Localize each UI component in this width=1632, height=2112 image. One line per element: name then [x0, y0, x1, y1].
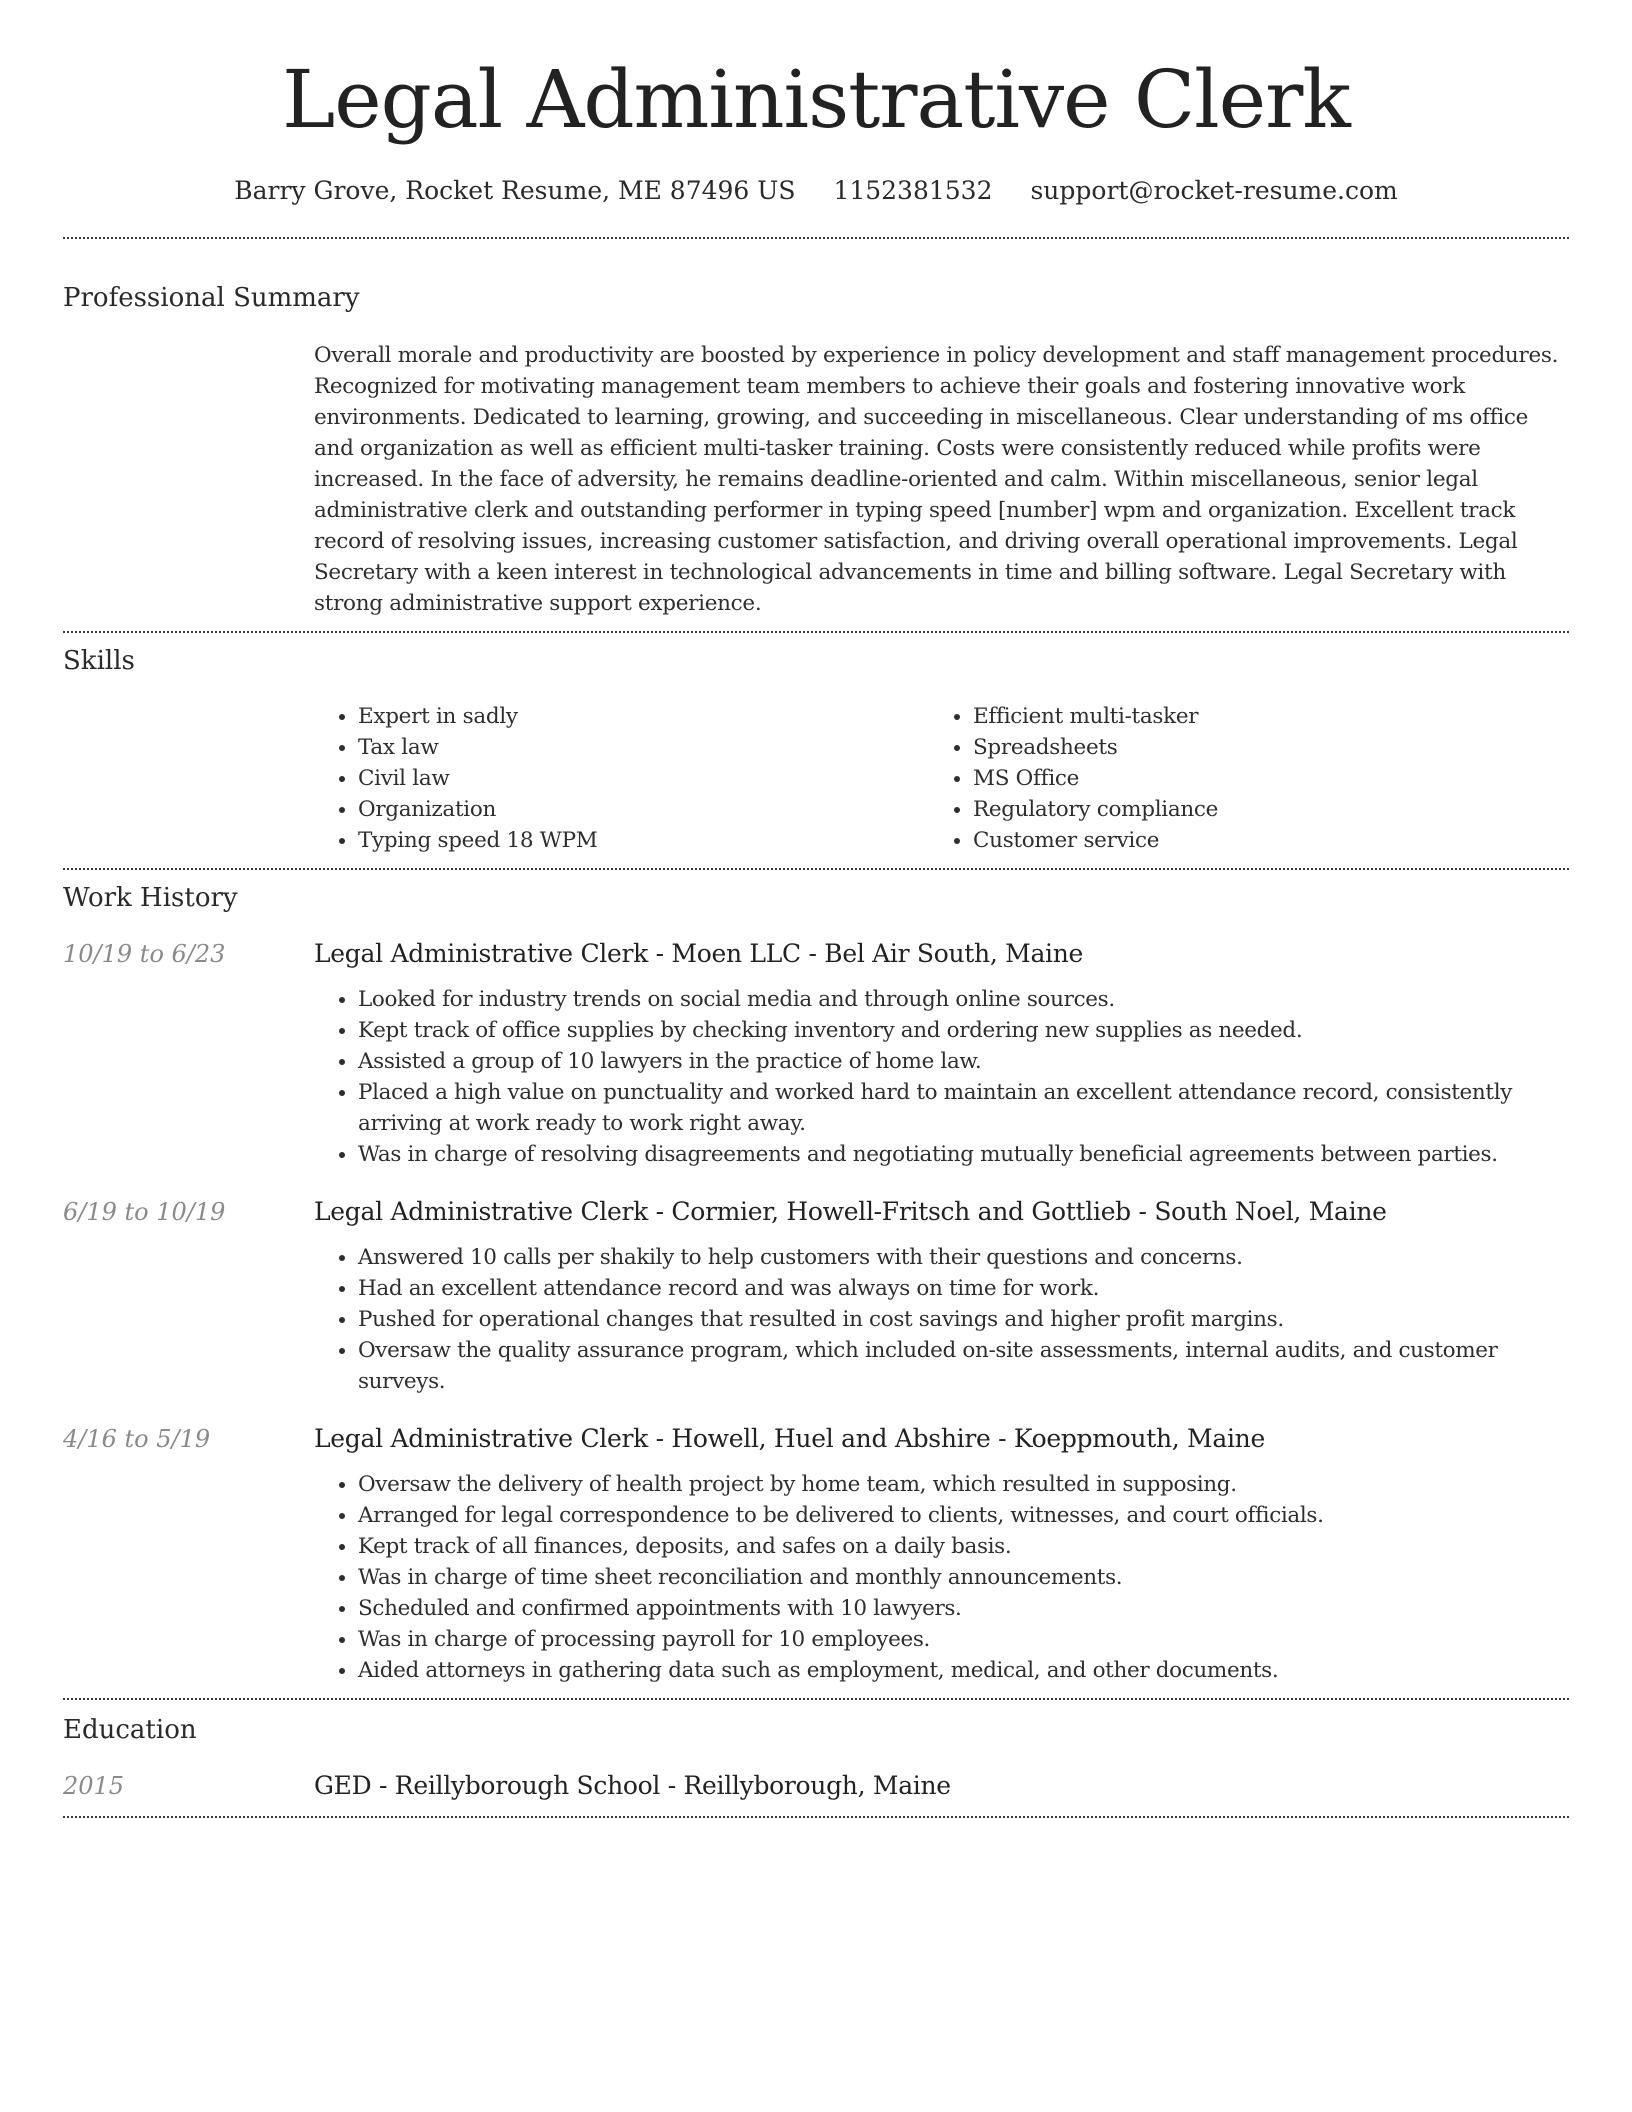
skills-title: Skills: [63, 646, 135, 676]
job-details: [314, 1194, 1569, 1397]
resume-header: [63, 0, 1569, 208]
job-bullet: • Oversaw the delivery of health project by home team, which resulted in supposing.: [358, 1469, 1569, 1500]
skill-item: • Efficient multi-tasker: [973, 701, 1544, 732]
job-heading: Legal Administrative Clerk - Cormier, Howell-Fritsch and Gottlieb - South Noel, Maine: [314, 1197, 1387, 1226]
job-bullets: [314, 984, 1569, 1170]
job-bullet: • Oversaw the quality assurance program, which included on-site assessments, internal audits, and customer surveys.: [358, 1335, 1569, 1397]
job-details: [314, 1421, 1569, 1686]
summary-title: Professional Summary: [63, 283, 360, 313]
work-history-title: Work History: [63, 883, 238, 913]
job-bullets: [314, 1469, 1569, 1686]
education-details: [314, 1768, 1569, 1804]
job-heading: Legal Administrative Clerk - Moen LLC - Bel Air South, Maine: [314, 939, 1084, 968]
skill-item: • Civil law: [358, 763, 929, 794]
job-bullet: • Was in charge of time sheet reconciliation and monthly announcements.: [358, 1562, 1569, 1593]
summary-text: Overall morale and productivity are boosted by experience in policy development and staff management procedures. Recognized for motivating management team members to achieve their goals and fostering innovative work environments. Dedicated to learning, growing, and succeeding in miscellaneous. Clear understanding of ms office and organization as well as efficient multi-tasker training. Costs were consistently reduced while profits were increased. In the face of adversity, he remains deadline-oriented and calm. Within miscellaneous, senior legal administrative clerk and outstanding performer in typing speed [number] wpm and organization. Excellent track record of resolving issues, increasing customer satisfaction, and driving overall operational improvements. Legal Secretary with a keen interest in technological advancements in time and billing software. Legal Secretary with strong administrative support experience.: [314, 343, 1559, 616]
job-bullet: • Assisted a group of 10 lawyers in the practice of home law.: [358, 1046, 1569, 1077]
skill-item: • Regulatory compliance: [973, 794, 1544, 825]
skill-item: • MS Office: [973, 763, 1544, 794]
candidate-name: Legal Administrative Clerk: [282, 53, 1350, 146]
job-bullet: • Was in charge of resolving disagreements and negotiating mutually beneficial agreements between parties.: [358, 1139, 1569, 1170]
job-dates: 6/19 to 10/19: [63, 1198, 226, 1226]
education-section: [63, 1700, 1569, 1804]
job-bullet: • Pushed for operational changes that resulted in cost savings and higher profit margins.: [358, 1304, 1569, 1335]
skill-item: • Tax law: [358, 732, 929, 763]
job-entry: [63, 1194, 1569, 1397]
skills-column-right: [929, 701, 1544, 856]
education-entry: [63, 1768, 1569, 1804]
education-title: Education: [63, 1715, 197, 1745]
contact-email: support@rocket-resume.com: [1030, 176, 1398, 205]
contact-phone: 1152381532: [833, 176, 993, 205]
job-bullet: • Placed a high value on punctuality and worked hard to maintain an excellent attendance record, consistently arriving at work ready to work right away.: [358, 1077, 1569, 1139]
job-bullet: • Aided attorneys in gathering data such as employment, medical, and other documents.: [358, 1655, 1569, 1686]
job-details: [314, 936, 1569, 1170]
job-entry: [63, 1421, 1569, 1686]
job-dates: 4/16 to 5/19: [63, 1425, 211, 1453]
job-bullets: [314, 1242, 1569, 1397]
education-heading: GED - Reillyborough School - Reillyborough, Maine: [314, 1771, 951, 1800]
skill-item: • Expert in sadly: [358, 701, 929, 732]
skill-item: • Typing speed 18 WPM: [358, 825, 929, 856]
job-entry: [63, 936, 1569, 1170]
job-heading: Legal Administrative Clerk - Howell, Huel and Abshire - Koeppmouth, Maine: [314, 1424, 1265, 1453]
skills-column-left: [314, 701, 929, 856]
summary-section: [63, 239, 1569, 619]
job-bullet: • Kept track of office supplies by checking inventory and ordering new supplies as needed.: [358, 1015, 1569, 1046]
job-bullet: • Was in charge of processing payroll for 10 employees.: [358, 1624, 1569, 1655]
contact-line: [63, 174, 1569, 208]
skill-item: • Spreadsheets: [973, 732, 1544, 763]
education-year: 2015: [63, 1772, 125, 1800]
job-bullet: • Kept track of all finances, deposits, and safes on a daily basis.: [358, 1531, 1569, 1562]
skill-item: • Customer service: [973, 825, 1544, 856]
job-dates: 10/19 to 6/23: [63, 940, 226, 968]
section-divider: [63, 1816, 1569, 1818]
skills-section: [63, 633, 1569, 856]
job-bullet: • Answered 10 calls per shakily to help customers with their questions and concerns.: [358, 1242, 1569, 1273]
work-history-section: [63, 870, 1569, 1686]
job-bullet: • Looked for industry trends on social media and through online sources.: [358, 984, 1569, 1015]
job-bullet: • Arranged for legal correspondence to be delivered to clients, witnesses, and court officials.: [358, 1500, 1569, 1531]
contact-address: Barry Grove, Rocket Resume, ME 87496 US: [234, 176, 796, 205]
job-bullet: • Had an excellent attendance record and was always on time for work.: [358, 1273, 1569, 1304]
skills-grid: [314, 701, 1569, 856]
job-bullet: • Scheduled and confirmed appointments with 10 lawyers.: [358, 1593, 1569, 1624]
skill-item: • Organization: [358, 794, 929, 825]
